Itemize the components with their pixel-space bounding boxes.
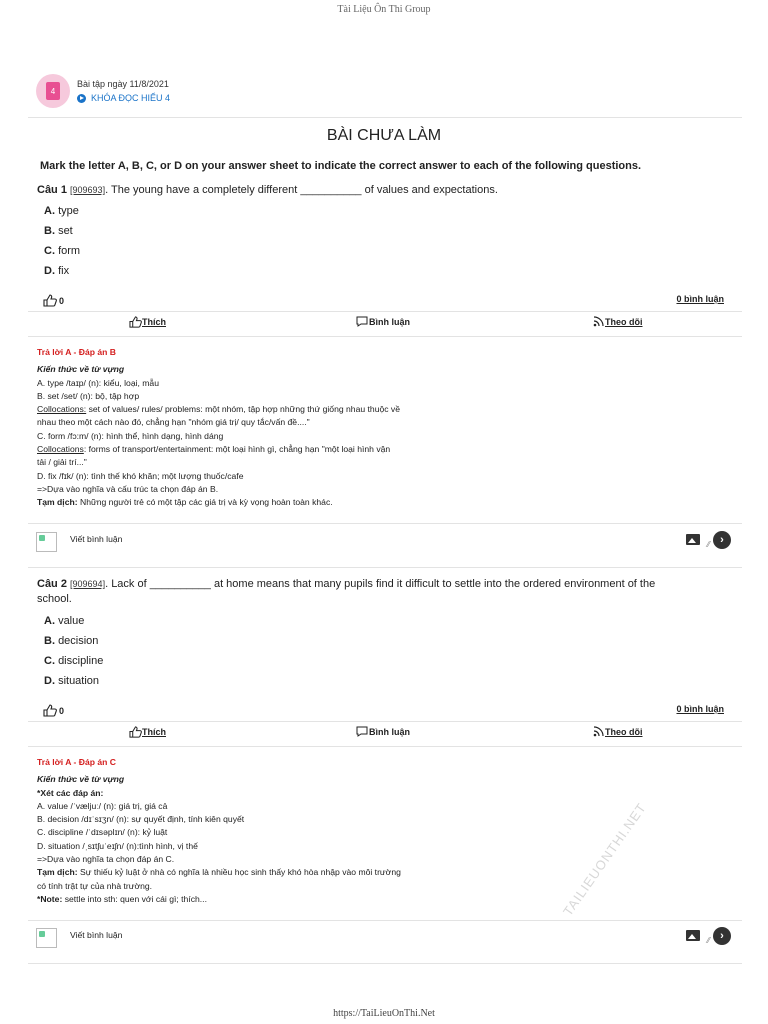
option-a[interactable] [44, 615, 84, 627]
avatar-badge: 4 [46, 82, 60, 100]
send-icon[interactable]: › [713, 927, 731, 945]
option-letter: C. [44, 655, 55, 667]
image-upload-icon[interactable] [686, 930, 700, 941]
answer-line: Kiến thức về từ vựng [37, 774, 125, 785]
answer-line: B. set /set/ (n): bộ, tập hợp [37, 390, 140, 401]
divider [28, 963, 742, 964]
action-bar [28, 316, 742, 336]
thumbs-up-icon [43, 704, 57, 717]
divider [28, 336, 742, 337]
answer-line: B. decision /dɪˈsɪʒn/ (n): sự quyết định, tính kiên quyết [37, 814, 245, 825]
divider [28, 721, 742, 722]
option-text: set [58, 225, 73, 237]
like-count-value: 0 [59, 295, 65, 306]
answer-line: =>Dựa vào nghĩa ta chọn đáp án C. [37, 854, 175, 865]
answer-line: =>Dựa vào nghĩa và cấu trúc ta chọn đáp án B. [37, 483, 219, 494]
answer-line: C. form /fɔ:m/ (n): hình thể, hình dạng, hình dáng [37, 430, 224, 441]
resize-handle-icon: ⁄⁄ [707, 540, 710, 549]
collocation-label: Collocations: [37, 404, 87, 415]
action-bar [28, 726, 742, 746]
option-letter: A. [44, 205, 55, 217]
option-b[interactable] [44, 635, 98, 647]
rss-icon [593, 316, 604, 327]
follow-label: Theo dõi [605, 726, 643, 737]
course-link[interactable] [77, 91, 170, 105]
play-icon [77, 94, 86, 103]
collocation-label: Collocations [37, 444, 84, 455]
answer-line: C. discipline /ˈdɪsəplɪn/ (n): kỷ luật [37, 827, 168, 838]
instruction: Mark the letter A, B, C, or D on your answer sheet to indicate the correct answer to each of the following questions. [40, 160, 642, 172]
question-label: Câu 1 [37, 184, 67, 196]
divider [28, 117, 742, 118]
answer-line [37, 866, 477, 879]
like-count [43, 294, 64, 307]
answer-text: set of values/ rules/ problems: một nhóm, tập hợp những thứ giống nhau thuộc về [86, 404, 401, 415]
page-title: BÀI CHƯA LÀM [326, 127, 442, 144]
option-d[interactable] [44, 675, 99, 687]
option-letter: D. [44, 265, 55, 277]
send-icon[interactable]: › [713, 531, 731, 549]
answer-line: nhau theo một cách nào đó, chẳng hạn "nhóm giá trị/ quy tắc/vấn đề...." [37, 417, 310, 428]
comment-button[interactable] [356, 316, 410, 327]
question-id-link[interactable]: [909694] [70, 579, 106, 589]
answer-line: Kiến thức về từ vựng [37, 364, 125, 375]
translation-label: Tạm dịch: [37, 497, 78, 508]
post-header [36, 74, 170, 108]
divider [28, 567, 742, 568]
comment-composer [28, 926, 742, 948]
divider [28, 523, 742, 524]
note-label: *Note: [37, 893, 63, 904]
answer-explanation-1 [37, 346, 477, 510]
comment-icon [356, 316, 368, 327]
question-text-cont: school. [37, 593, 72, 605]
option-d[interactable] [44, 265, 69, 277]
answer-text: : forms of transport/entertainment: một loại hình gì, chẳng hạn "một loại hình vận [83, 444, 391, 455]
write-comment-input[interactable]: Viết bình luận [70, 534, 123, 544]
option-c[interactable] [44, 245, 80, 257]
like-label: Thích [142, 317, 166, 327]
resize-handle-icon: ⁄⁄ [707, 936, 710, 945]
answer-line [37, 893, 477, 906]
avatar[interactable] [36, 74, 70, 108]
option-letter: A. [44, 615, 55, 627]
comment-count-link[interactable]: 0 bình luận [676, 294, 724, 304]
question-label: Câu 2 [37, 578, 67, 590]
option-b[interactable] [44, 225, 73, 237]
divider [28, 746, 742, 747]
user-avatar [36, 928, 57, 948]
user-avatar [36, 532, 57, 552]
comment-count-link[interactable]: 0 bình luận [676, 704, 724, 714]
option-text: type [58, 205, 79, 217]
answer-line: A. value /ˈvæljuː/ (n): giá trị, giá cả [37, 800, 168, 811]
answer-text: settle into sth: quen với cái gì; thích... [62, 893, 207, 904]
answer-line: có tính trật tự của nhà trường. [37, 880, 153, 891]
answer-line [37, 496, 477, 509]
thumbs-up-icon [129, 726, 142, 738]
option-text: situation [58, 675, 100, 687]
follow-button[interactable] [593, 316, 643, 327]
question-id-link[interactable]: [909693] [70, 185, 106, 195]
follow-button[interactable] [593, 726, 643, 737]
divider [28, 311, 742, 312]
question-text: . Lack of __________ at home means that many pupils find it difficult to settle into the ordered environment of the [105, 578, 656, 590]
answer-line [37, 403, 477, 416]
answer-text: Những người trẻ có một tập các giá trị và kỳ vọng hoàn toàn khác. [77, 497, 333, 508]
watermark: TAILIEUONTHI.NET [560, 800, 650, 919]
answer-line: D. situation /ˌsɪtʃuˈeɪʃn/ (n):tình hình, vị thế [37, 840, 198, 851]
option-letter: D. [44, 675, 55, 687]
course-label: KHÓA ĐỌC HIỂU 4 [91, 93, 171, 103]
write-comment-input[interactable]: Viết bình luận [70, 930, 123, 940]
comment-button[interactable] [356, 726, 410, 737]
answer-heading: Trả lời A - Đáp án C [37, 757, 117, 767]
option-text: discipline [58, 655, 104, 667]
thumbs-up-icon [43, 294, 57, 307]
divider [28, 920, 742, 921]
page-footer: https://TaiLieuOnThi.Net [333, 1008, 435, 1019]
question-1 [37, 183, 737, 198]
comment-label: Bình luận [369, 726, 410, 737]
comment-composer [28, 530, 742, 552]
question-2 [37, 577, 737, 607]
comment-label: Bình luận [369, 316, 410, 327]
option-text: fix [58, 265, 70, 277]
like-button[interactable] [129, 316, 166, 328]
option-letter: C. [44, 245, 55, 257]
like-count [43, 704, 64, 717]
answer-explanation-2 [37, 756, 477, 906]
comment-icon [356, 726, 368, 737]
answer-line: tải / giải trí..." [37, 457, 87, 468]
image-upload-icon[interactable] [686, 534, 700, 545]
translation-label: Tạm dịch: [37, 867, 78, 878]
page-header: Tài Liệu Ôn Thi Group [337, 4, 431, 15]
option-text: value [58, 615, 85, 627]
answer-line: D. fix /fɪk/ (n): tình thế khó khăn; một lượng thuốc/cafe [37, 470, 244, 481]
answer-text: Sự thiếu kỷ luật ở nhà có nghĩa là nhiều học sinh thấy khó hòa nhập vào môi trường [77, 867, 401, 878]
thumbs-up-icon [129, 316, 142, 328]
option-text: decision [58, 635, 99, 647]
like-count-value: 0 [59, 705, 65, 716]
option-letter: B. [44, 225, 55, 237]
option-a[interactable] [44, 205, 79, 217]
post-date: Bài tập ngày 11/8/2021 [77, 79, 169, 89]
option-text: form [58, 245, 81, 257]
answer-line: A. type /taɪp/ (n): kiểu, loại, mẫu [37, 377, 159, 388]
answer-line: *Xét các đáp án: [37, 787, 104, 798]
answer-line [37, 443, 477, 456]
question-text: . The young have a completely different __________ of values and expectations. [105, 184, 498, 196]
like-button[interactable] [129, 726, 166, 738]
rss-icon [593, 726, 604, 737]
answer-heading: Trả lời A - Đáp án B [37, 347, 117, 357]
like-label: Thích [142, 727, 166, 737]
option-letter: B. [44, 635, 55, 647]
follow-label: Theo dõi [605, 316, 643, 327]
option-c[interactable] [44, 655, 103, 667]
